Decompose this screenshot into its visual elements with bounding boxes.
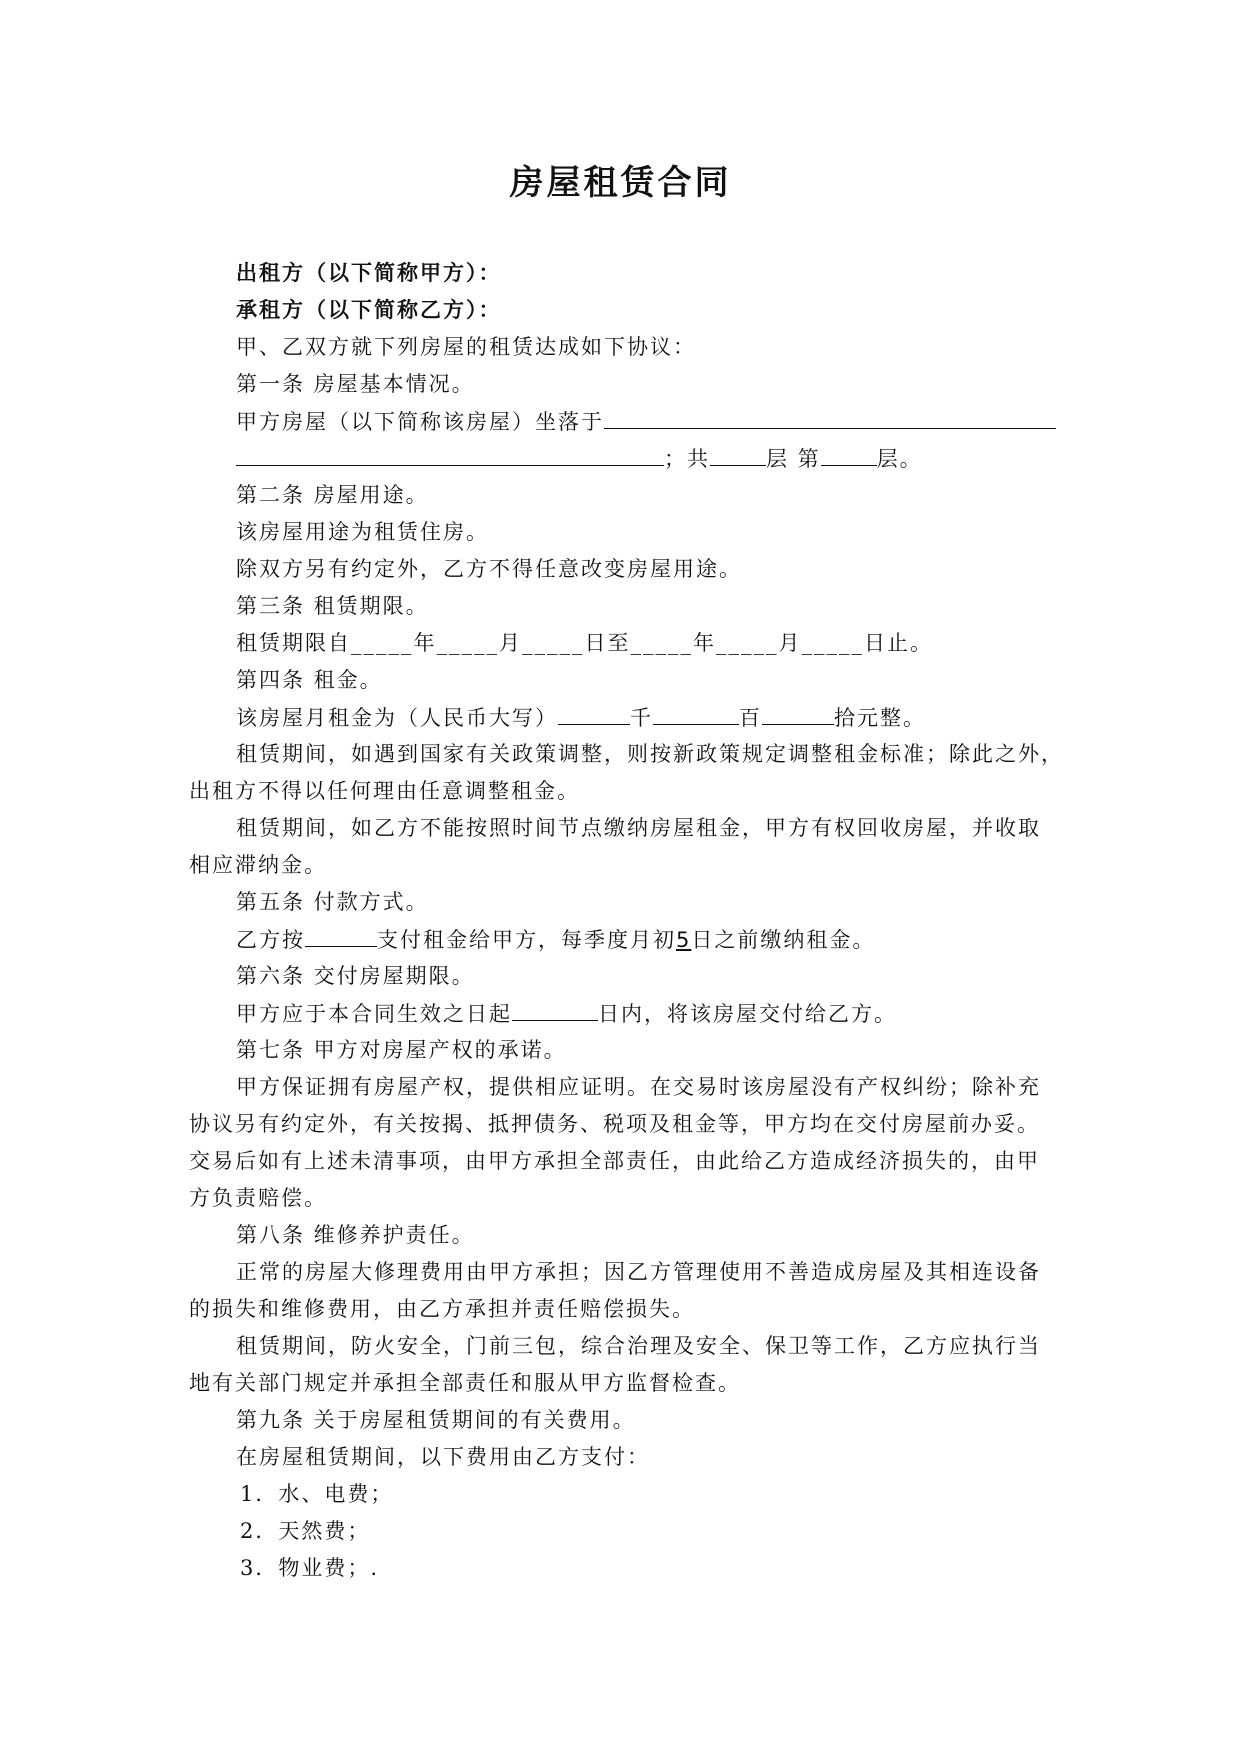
article-4-heading: 第四条 租金。 <box>236 668 383 692</box>
payment-end: 日之前缴纳租金。 <box>691 928 876 952</box>
floors-separator: ；共 <box>664 447 710 471</box>
lease-term-line: 租赁期限自_____年_____月_____日至_____年_____月_____日止。 <box>236 631 933 655</box>
payment-line <box>236 924 875 955</box>
article-9-heading: 第九条 关于房屋租赁期间的有关费用。 <box>236 1408 636 1432</box>
delivery-end: 日内，将该房屋交付给乙方。 <box>598 1002 897 1026</box>
rent-thousands-blank[interactable] <box>558 702 630 725</box>
lessee-line: 承租方（以下简称乙方）： <box>236 297 502 322</box>
location-blank-continued[interactable] <box>236 443 664 466</box>
lessor-line: 出租方（以下简称甲方）： <box>236 260 502 285</box>
article-6-heading: 第六条 交付房屋期限。 <box>236 964 475 988</box>
article-1-heading: 第一条 房屋基本情况。 <box>236 372 475 396</box>
rent-thousand-unit: 千 <box>630 706 653 730</box>
article-2-heading: 第二条 房屋用途。 <box>236 483 429 507</box>
floor-number-blank[interactable] <box>821 443 877 466</box>
delivery-days-blank[interactable] <box>512 998 598 1021</box>
intro-line: 甲、乙双方就下列房屋的租赁达成如下协议： <box>236 335 696 359</box>
article-4-p2-line1: 租赁期间，如遇到国家有关政策调整，则按新政策规定调整租金标准；除此之外， <box>236 742 1064 766</box>
location-line <box>236 406 1056 437</box>
article-7-line2: 协议另有约定外，有关按揭、抵押债务、税项及租金等，甲方均在交付房屋前办妥。 <box>189 1112 1040 1136</box>
article-4-p2-line2: 出租方不得以任何理由任意调整租金。 <box>189 779 580 803</box>
delivery-label: 甲方应于本合同生效之日起 <box>236 1002 512 1026</box>
floors-unit: 层 第 <box>766 447 821 471</box>
document-title: 房屋租赁合同 <box>509 163 732 203</box>
article-7-line4: 方负责赔偿。 <box>189 1186 327 1210</box>
article-7-line1: 甲方保证拥有房屋产权，提供相应证明。在交易时该房屋没有产权纠纷；除补充 <box>236 1075 1041 1099</box>
fee-item: 1．水、电费； <box>240 1482 394 1506</box>
article-7-heading: 第七条 甲方对房屋产权的承诺。 <box>236 1038 567 1062</box>
rent-tens-blank[interactable] <box>762 702 834 725</box>
article-4-p3-line2: 相应滞纳金。 <box>189 853 327 877</box>
article-9-intro: 在房屋租赁期间，以下费用由乙方支付： <box>236 1445 650 1469</box>
article-8-heading: 第八条 维修养护责任。 <box>236 1223 475 1247</box>
rent-line <box>236 702 926 733</box>
article-8-p1-line2: 的损失和维修费用，由乙方承担并责任赔偿损失。 <box>189 1297 695 1321</box>
article-4-p3-line1: 租赁期间，如乙方不能按照时间节点缴纳房屋租金，甲方有权回收房屋，并收取 <box>236 816 1041 840</box>
article-2-p1: 该房屋用途为租赁住房。 <box>236 520 489 544</box>
fee-item: 3．物业费；. <box>240 1556 380 1580</box>
payment-middle: 支付租金给甲方，每季度月初 <box>377 928 676 952</box>
floors-line <box>236 443 923 474</box>
article-2-p2: 除双方另有约定外，乙方不得任意改变房屋用途。 <box>236 557 742 581</box>
delivery-line <box>236 998 897 1029</box>
total-floors-blank[interactable] <box>710 443 766 466</box>
rent-hundreds-blank[interactable] <box>653 702 739 725</box>
payment-label: 乙方按 <box>236 928 305 952</box>
location-blank[interactable] <box>604 406 1056 429</box>
location-label: 甲方房屋（以下简称该房屋）坐落于 <box>236 410 604 434</box>
payment-day: 5 <box>676 928 692 952</box>
rent-label: 该房屋月租金为（人民币大写） <box>236 706 558 730</box>
rent-hundred-unit: 百 <box>739 706 762 730</box>
article-8-p2-line2: 地有关部门规定并承担全部责任和服从甲方监督检查。 <box>189 1371 741 1395</box>
payment-method-blank[interactable] <box>305 924 377 947</box>
article-5-heading: 第五条 付款方式。 <box>236 890 429 914</box>
article-3-heading: 第三条 租赁期限。 <box>236 594 429 618</box>
article-8-p2-line1: 租赁期间，防火安全，门前三包，综合治理及安全、保卫等工作，乙方应执行当 <box>236 1334 1041 1358</box>
fee-item: 2．天然费； <box>240 1519 371 1543</box>
rent-end: 拾元整。 <box>834 706 926 730</box>
article-8-p1-line1: 正常的房屋大修理费用由甲方承担；因乙方管理使用不善造成房屋及其相连设备 <box>236 1260 1041 1284</box>
floors-end: 层。 <box>876 447 923 471</box>
article-7-line3: 交易后如有上述未清事项，由甲方承担全部责任，由此给乙方造成经济损失的，由甲 <box>189 1149 1040 1173</box>
